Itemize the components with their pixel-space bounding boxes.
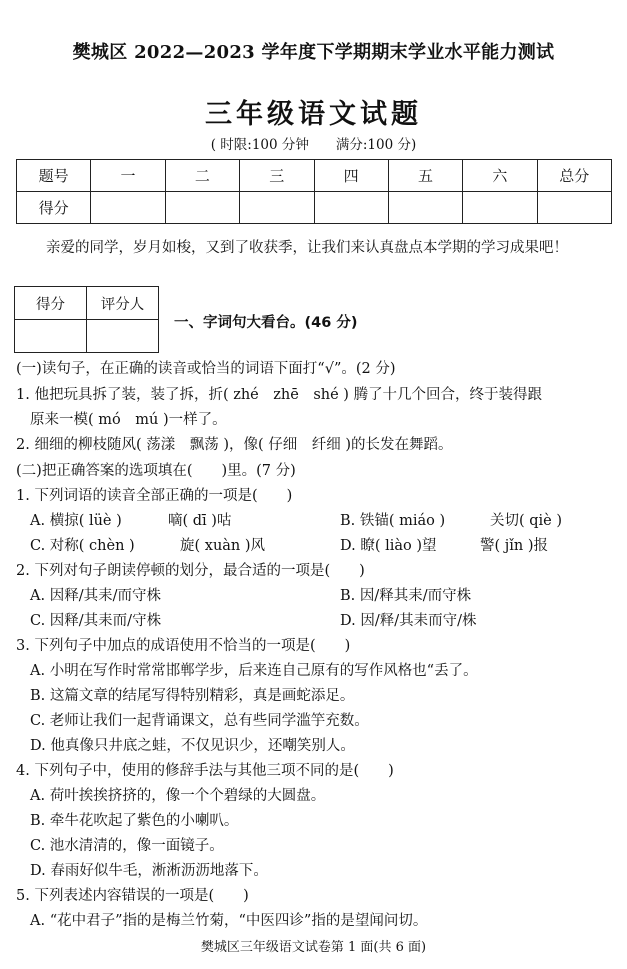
q4-option-a: A. 荷叶挨挨挤挤的，像一个个碧绿的大圆盘。 <box>30 788 326 804</box>
score-table-cell: 四 <box>314 160 388 192</box>
q3-option-b: B. 这篇文章的结尾写得特别精彩，真是画蛇添足。 <box>30 688 355 704</box>
part1-q2: 2. 细细的柳枝随风( 荡漾 飘荡 )，像( 仔细 纤细 )的长发在舞蹈。 <box>16 437 453 453</box>
q5-option-a: A. “花中君子”指的是梅兰竹菊，“中医四诊”指的是望闻问切。 <box>30 913 428 929</box>
q1-option-d1: D. 瞭( liào )望 <box>340 538 437 554</box>
score-blank-cell[interactable] <box>314 192 388 224</box>
score-blank-cell[interactable] <box>165 192 239 224</box>
q1-option-c1: C. 对称( chèn ) <box>30 538 135 554</box>
exam-title: 樊城区 2022—2023 学年度下学期期末学业水平能力测试 <box>72 42 555 63</box>
paper-title: 三年级语文试题 <box>205 99 422 130</box>
q2-stem: 2. 下列对句子朗读停顿的划分，最合适的一项是( ) <box>16 563 365 579</box>
q2-option-c: C. 因释/其耒而/守株 <box>30 613 162 629</box>
score-blank-cell[interactable] <box>463 192 537 224</box>
score-blank-cell[interactable] <box>240 192 314 224</box>
q2-option-d: D. 因/释/其耒而守/株 <box>340 613 477 629</box>
q4-stem: 4. 下列句子中，使用的修辞手法与其他三项不同的是( ) <box>16 763 394 779</box>
grader-table <box>14 286 159 353</box>
q1-option-b2: 关切( qiè ) <box>490 513 563 529</box>
score-table-cell: 五 <box>388 160 462 192</box>
grader-score-blank[interactable] <box>15 320 87 353</box>
score-table <box>16 159 612 224</box>
score-blank-cell[interactable] <box>91 192 165 224</box>
grader-score-label: 得分 <box>15 287 87 320</box>
intro-paragraph: 亲爱的同学，岁月如梭，又到了收获季，让我们来认真盘点本学期的学习成果吧！ <box>46 240 568 256</box>
time-score-limits: ( 时限:100 分钟 满分:100 分) <box>210 137 417 153</box>
q2-option-b: B. 因/释其耒/而守株 <box>340 588 472 604</box>
q3-option-c: C. 老师让我们一起背诵课文，总有些同学滥竽充数。 <box>30 713 369 729</box>
q4-option-d: D. 春雨好似牛毛，淅淅沥沥地落下。 <box>30 863 268 879</box>
q1-option-b1: B. 铁锚( miáo ) <box>340 513 446 529</box>
q1-stem: 1. 下列词语的读音全部正确的一项是( ) <box>16 488 293 504</box>
score-table-cell: 一 <box>91 160 165 192</box>
score-blank-cell[interactable] <box>537 192 611 224</box>
q1-option-a1: A. 横掠( lüè ) <box>30 513 122 529</box>
score-table-score-row <box>17 192 612 224</box>
q3-stem: 3. 下列句子中加点的成语使用不恰当的一项是( ) <box>16 638 351 654</box>
grader-name-label: 评分人 <box>87 287 159 320</box>
score-table-cell: 总分 <box>537 160 611 192</box>
grader-name-blank[interactable] <box>87 320 159 353</box>
part1-q1-line2: 原来一模( mó mú )一样了。 <box>30 412 227 428</box>
q3-option-d: D. 他真像只井底之蛙，不仅见识少，还嘲笑别人。 <box>30 738 355 754</box>
score-table-cell: 三 <box>240 160 314 192</box>
score-row-label: 得分 <box>17 192 91 224</box>
section-1-title: 一、字词句大看台。(46 分) <box>174 315 358 331</box>
q4-option-b: B. 牵牛花吹起了紫色的小喇叭。 <box>30 813 239 829</box>
score-table-cell: 二 <box>165 160 239 192</box>
q4-option-c: C. 池水清清的，像一面镜子。 <box>30 838 224 854</box>
part2-heading: (二)把正确答案的选项填在( )里。(7 分) <box>16 463 296 479</box>
score-table-cell: 六 <box>463 160 537 192</box>
part1-q1-line1: 1. 他把玩具拆了装，装了拆，折( zhé zhē shé ) 腾了十几个回合，终于装得跟 <box>16 387 543 403</box>
q1-option-d2: 警( jǐn )报 <box>480 538 549 554</box>
q2-option-a: A. 因释/其耒/而守株 <box>30 588 161 604</box>
q5-stem: 5. 下列表述内容错误的一项是( ) <box>16 888 249 904</box>
score-table-cell: 题号 <box>17 160 91 192</box>
score-blank-cell[interactable] <box>388 192 462 224</box>
q1-option-c2: 旋( xuàn )风 <box>180 538 266 554</box>
page-footer: 樊城区三年级语文试卷第 1 面(共 6 面) <box>200 940 427 955</box>
q3-option-a: A. 小明在写作时常常邯郸学步，后来连自己原有的写作风格也“丢了。 <box>30 663 478 679</box>
part1-heading: (一)读句子，在正确的读音或恰当的词语下面打“√”。(2 分) <box>16 361 396 377</box>
score-table-header-row <box>17 160 612 192</box>
q1-option-a2: 嘀( dī )咕 <box>168 513 232 529</box>
